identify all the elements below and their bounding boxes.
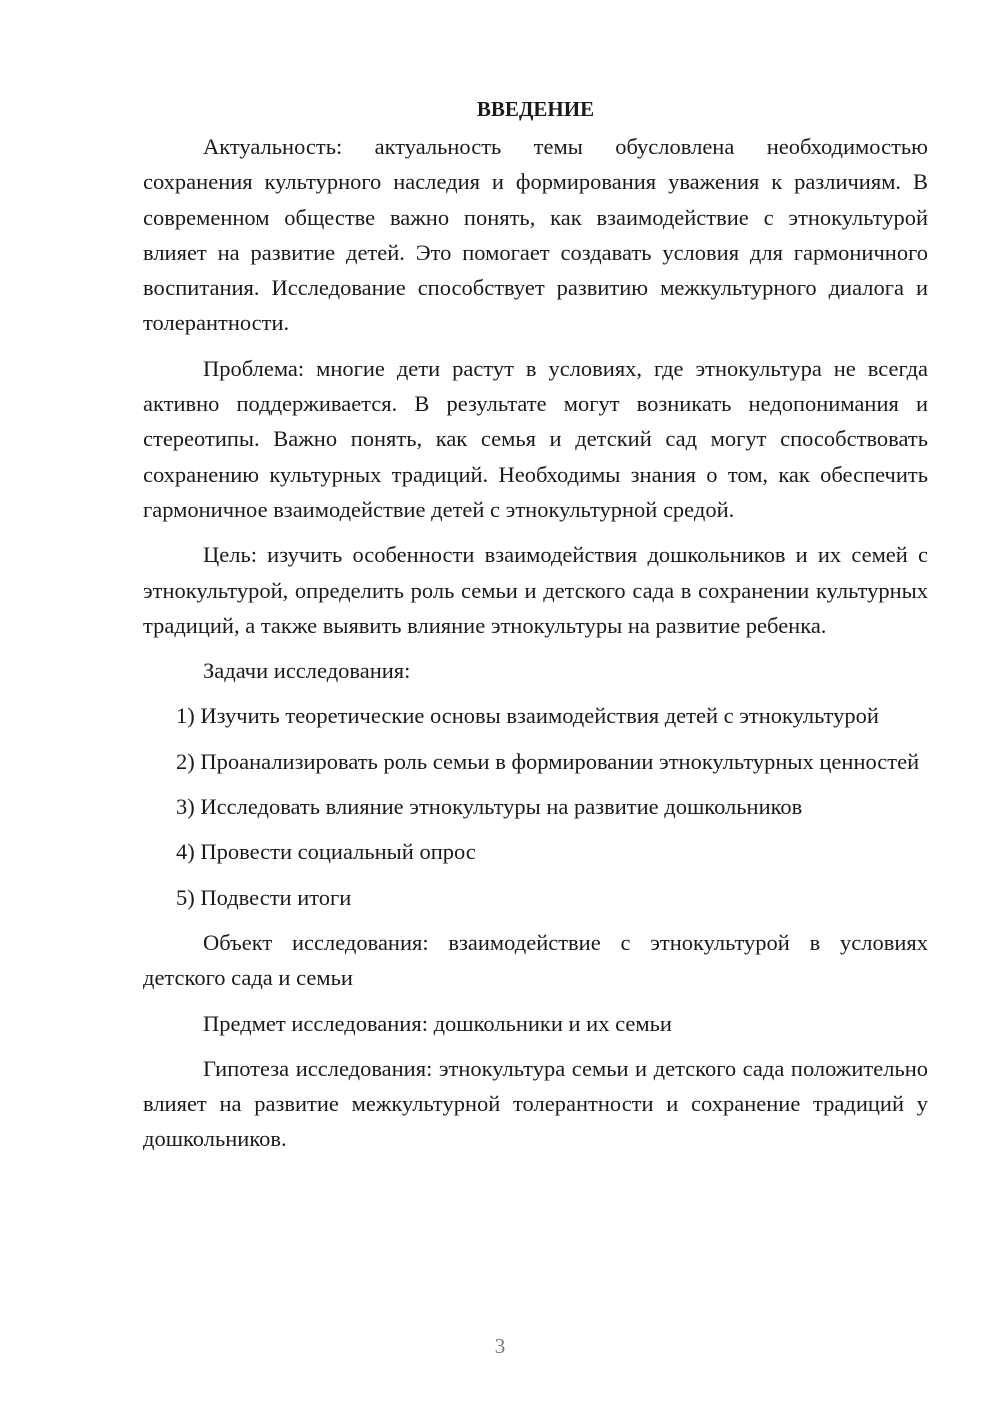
task-item-1: 1) Изучить теоретические основы взаимодействия детей с этнокультурой bbox=[176, 703, 879, 729]
paragraph-hypothesis: Гипотеза исследования: этнокультура семьи и детского сада положительно влияет на развитие межкультурной толерантности и сохранение традиций у дошкольников. bbox=[143, 1055, 928, 1152]
paragraph-object: Объект исследования: взаимодействие с этнокультурой в условиях детского сада и семьи bbox=[143, 929, 928, 991]
paragraph-tasks-heading: Задачи исследования: bbox=[203, 658, 411, 684]
section-title: ВВЕДЕНИЕ bbox=[476, 97, 595, 121]
task-item-4: 4) Провести социальный опрос bbox=[176, 839, 476, 865]
paragraph-subject: Предмет исследования: дошкольники и их семьи bbox=[203, 1010, 672, 1036]
paragraph-problem: Проблема: многие дети растут в условиях, где этнокультура не всегда активно поддерживается. В результате могут возникать недопонимания и стереотипы. Важно понять, как семья и детский сад могут способствовать сохранению культурных традиций. Необходимы знания о том, как обеспечить гармоничное взаимодействие детей с этнокультурной средой. bbox=[143, 355, 928, 522]
paragraph-relevance: Актуальность: актуальность темы обусловлена необходимостью сохранения культурного наследия и формирования уважения к различиям. В современном обществе важно понять, как взаимодействие с этнокультурой влияет на развитие детей. Это помогает создавать условия для гармоничного воспитания. Исследование способствует развитию межкультурного диалога и толерантности. bbox=[143, 134, 928, 336]
task-item-5: 5) Подвести итоги bbox=[176, 884, 352, 910]
paragraph-goal: Цель: изучить особенности взаимодействия дошкольников и их семей с этнокультурой, определить роль семьи и детского сада в сохранении культурных традиций, а также выявить влияние этнокультуры на развитие ребенка. bbox=[143, 542, 928, 638]
task-item-2: 2) Проанализировать роль семьи в формировании этнокультурных ценностей bbox=[176, 748, 920, 774]
page-number: 3 bbox=[494, 1334, 506, 1358]
task-item-3: 3) Исследовать влияние этнокультуры на развитие дошкольников bbox=[176, 794, 803, 820]
document-page bbox=[143, 92, 928, 1157]
